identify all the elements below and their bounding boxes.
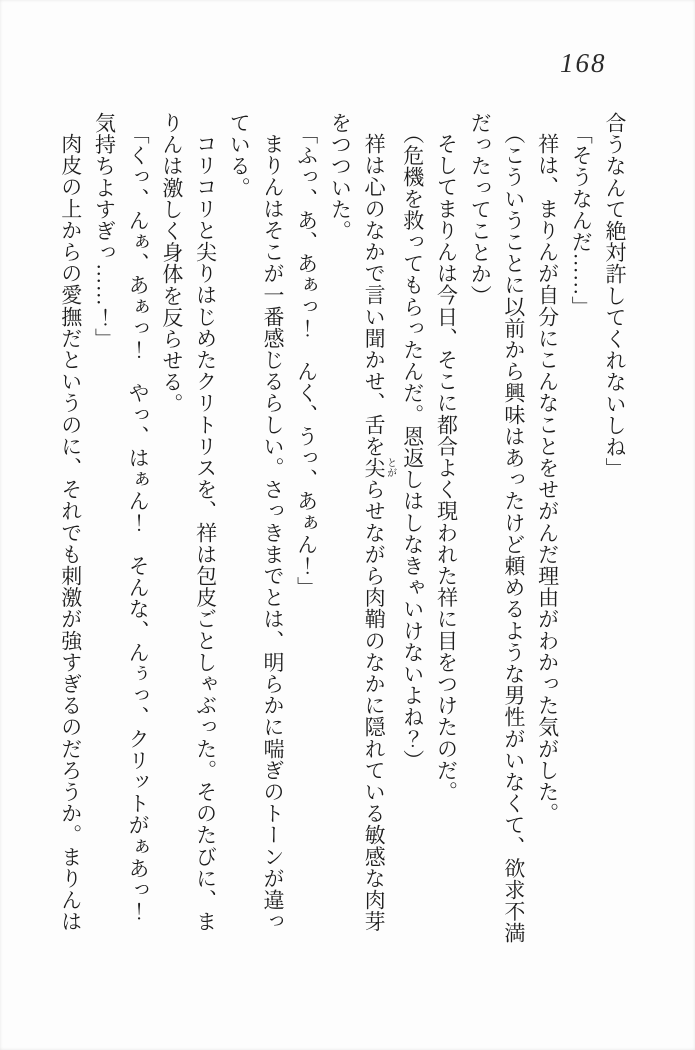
ruby-base: 尖 [362, 457, 387, 479]
text-column: ている。 [227, 112, 252, 199]
ruby-reading: とが [384, 457, 396, 479]
ruby-pre-text: 祥は心のなかで言い聞かせ、舌を [362, 133, 387, 457]
text-column: 肉皮の上からの愛撫だというのに、それでも刺激が強すぎるのだろうか。まりんは [58, 133, 83, 933]
text-column: コリコリと尖りはじめたクリトリスを、祥は包皮ごとしゃぶった。そのたびに、ま [193, 133, 218, 933]
text-block [57, 112, 631, 992]
text-column: （こういうことに以前から興味はあったけど頼めるような男性がいなくて、欲求不満 [501, 123, 526, 944]
text-column: そしてまりんは今日、そこに都合よく現われた祥に目をつけたのだ。 [434, 133, 459, 803]
text-column: 「ふっ、あ、あぁっ！ んく、うっ、あぁん！」 [294, 123, 319, 599]
ruby-post-text: らせながら肉鞘のなかに隠れている敏感な肉芽 [362, 478, 387, 933]
text-column: 「くっ、んぁ、あぁっ！ やっ、はぁん！ そんな、んぅっ、クリットがぁあっ！ [126, 123, 151, 923]
text-column: 祥は、まりんが自分にこんなことをせがんだ理由がわかった気がした。 [535, 133, 560, 825]
text-column: 合うなんて絶対許してくれないしね」 [603, 112, 627, 480]
page-number: 168 [560, 48, 607, 78]
text-column: だったってことか） [468, 112, 493, 307]
text-column: りんは激しく身体を反らせる。 [159, 112, 184, 415]
text-column: まりんはそこが一番感じるらしい。さっきまでとは、明らかに喘ぎのトーンが違っ [260, 133, 285, 933]
text-column: をつついた。 [328, 112, 353, 242]
text-column: 気持ちよすぎっ……！」 [92, 112, 117, 350]
text-column: 「そうなんだ……」 [569, 123, 594, 318]
text-column-with-ruby [356, 112, 395, 992]
text-column: （危機を救ってもらったんだ。恩返しはしなきゃいけないよね？） [400, 123, 425, 771]
ruby-annotation [362, 457, 396, 479]
